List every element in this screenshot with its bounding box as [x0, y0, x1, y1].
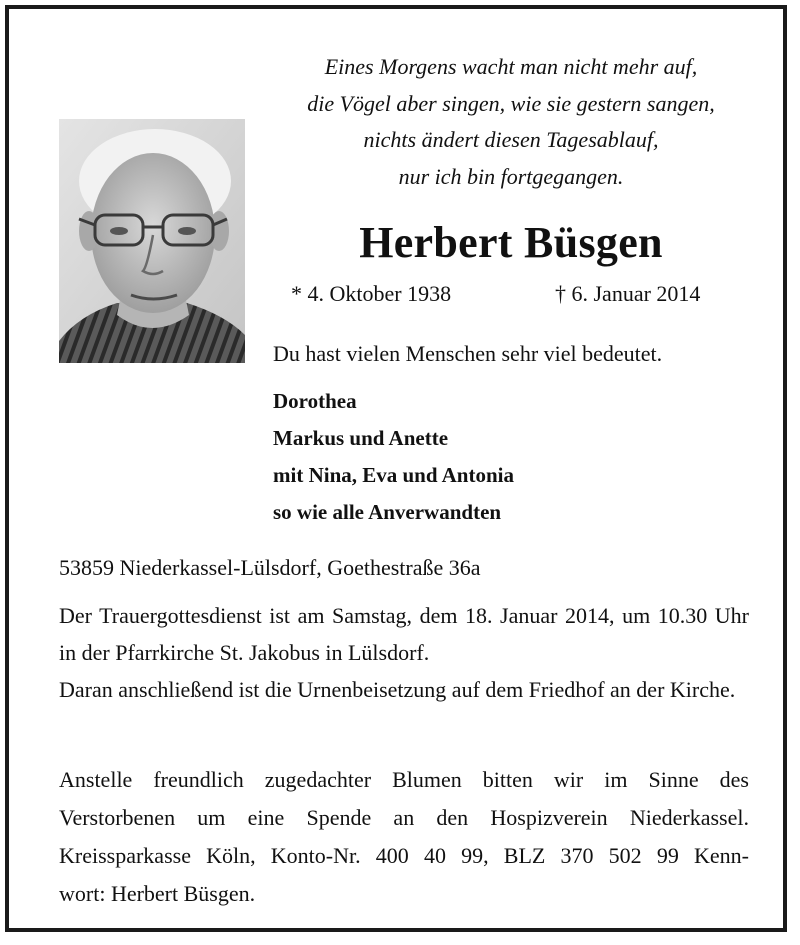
donation-line: wort: Herbert Büsgen.: [59, 881, 256, 906]
family-member: mit Nina, Eva und Antonia: [273, 463, 514, 487]
poem-line: nur ich bin fortgegangen.: [398, 163, 624, 189]
mourning-address: 53859 Niederkassel-Lülsdorf, Goethestraße 36a: [59, 555, 481, 580]
poem-line: die Vögel aber singen, wie sie gestern sangen,: [307, 90, 715, 116]
poem: [241, 49, 781, 195]
death-date: † 6. Januar 2014: [555, 281, 701, 306]
donation-line: Kreissparkasse Köln, Konto-Nr. 400 40 99, BLZ 370 502 99 Kenn-: [59, 843, 749, 868]
family-member: Dorothea: [273, 389, 357, 413]
portrait-photo: [59, 119, 245, 363]
birth-date: * 4. Oktober 1938: [291, 281, 452, 306]
service-paragraph: Der Trauergottesdienst ist am Samstag, dem 18. Januar 2014, um 10.30 Uhr in der Pfarrkirche St. Jakobus in Lülsdorf.: [59, 603, 749, 665]
poem-line: nichts ändert diesen Tagesablauf,: [363, 127, 659, 152]
family-member: Markus und Anette: [273, 426, 449, 450]
burial-paragraph: Daran anschließend ist die Urnenbeisetzung auf dem Friedhof an der Kirche.: [59, 677, 736, 702]
obituary-notice: [5, 5, 787, 932]
deceased-name: Herbert Büsgen: [359, 218, 663, 267]
poem-line: Eines Morgens wacht man nicht mehr auf,: [324, 54, 698, 79]
donation-line: Anstelle freundlich zugedachter Blumen bitten wir im Sinne des: [59, 767, 749, 792]
tribute-line: Du hast vielen Menschen sehr viel bedeutet.: [273, 341, 663, 366]
family-member: so wie alle Anverwandten: [273, 500, 502, 524]
family-list: [273, 383, 514, 531]
donation-line: Verstorbenen um eine Spende an den Hospizverein Niederkassel.: [59, 805, 749, 830]
